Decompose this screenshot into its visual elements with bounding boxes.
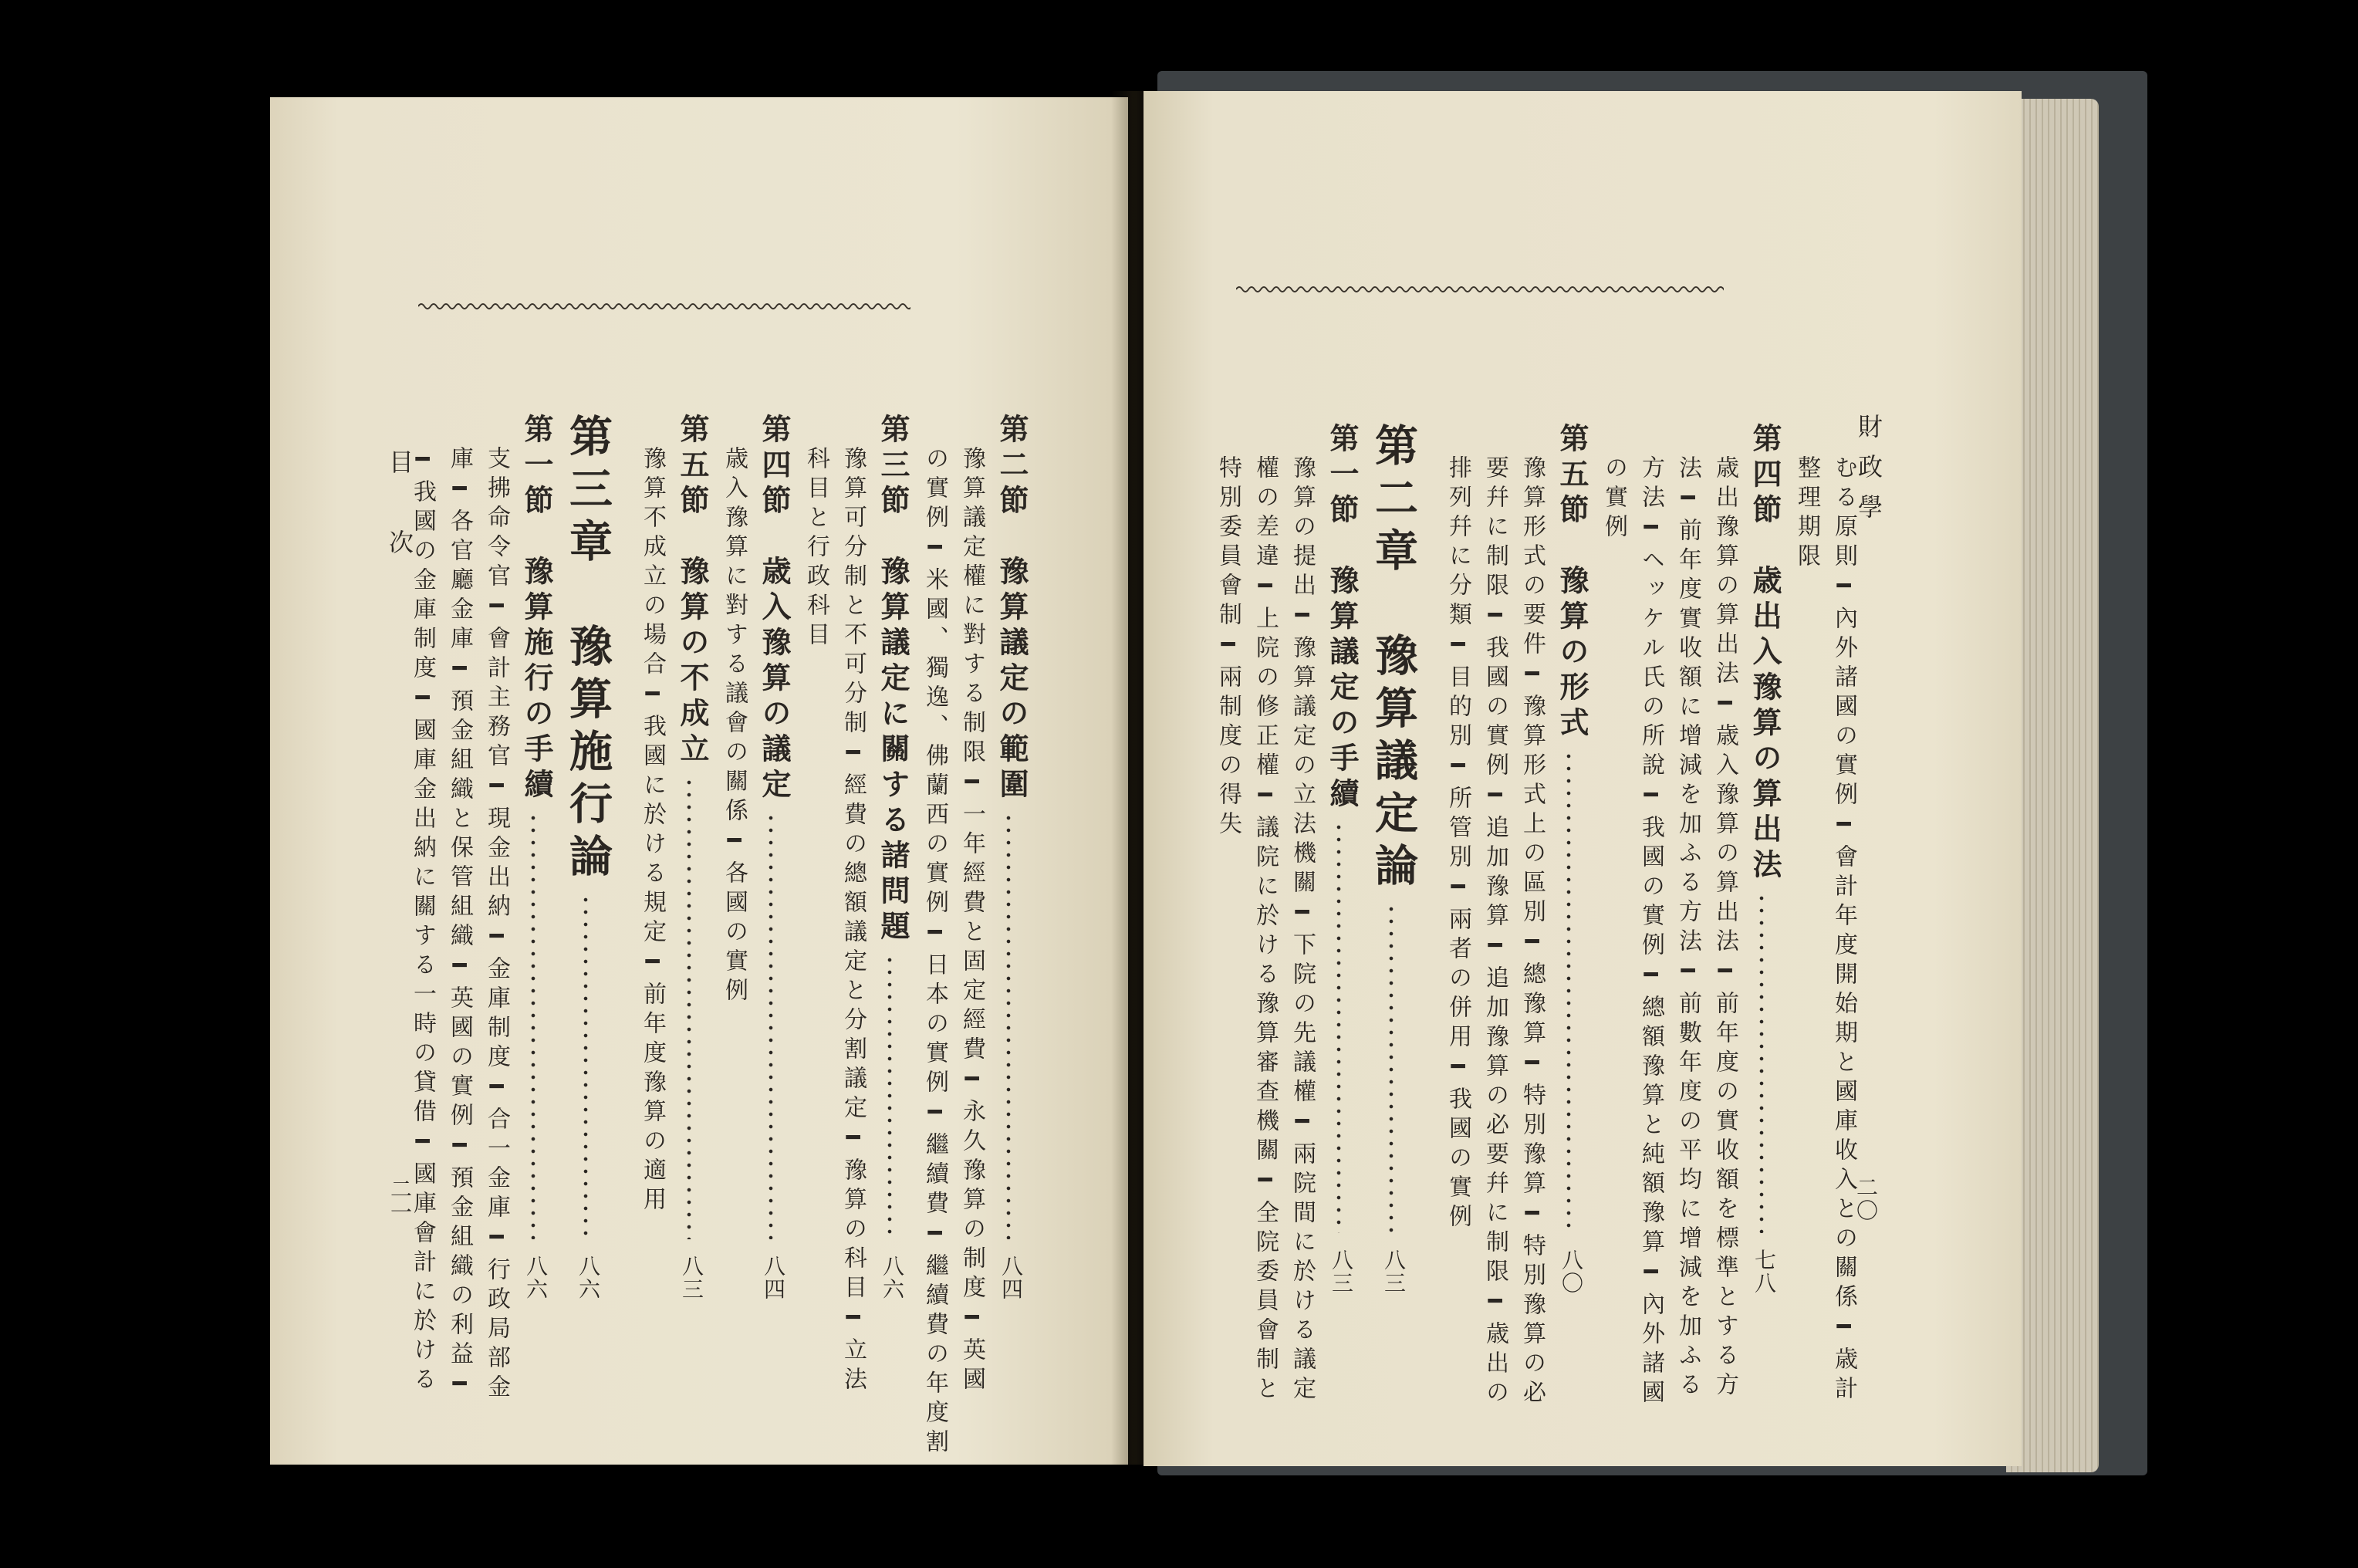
toc-text: 歳入豫算に對する議會の關係━各國の實例 xyxy=(721,446,748,1007)
toc-page-number: 八三 xyxy=(1381,1249,1407,1295)
toc-entry xyxy=(409,446,436,1396)
toc-entry xyxy=(1252,455,1279,1405)
toc-text: 豫算不成立の場合━我國に於ける規定━前年度豫算の適用 xyxy=(639,446,666,1216)
section-heading: 第四節 歳出入豫算の算出法 xyxy=(1748,423,1782,884)
toc-page-number: 七八 xyxy=(1752,1249,1777,1295)
toc-entry xyxy=(804,446,827,1364)
toc-text: 豫算可分制と不可分制━經費の總額議定と分割議定━豫算の科目━立法 xyxy=(839,446,867,1396)
leader-dots xyxy=(1389,903,1394,1233)
toc-entry xyxy=(483,446,510,1404)
toc-entry xyxy=(876,414,910,1332)
leader-dots xyxy=(1566,750,1571,1233)
right-page xyxy=(1144,91,2022,1466)
toc-text: 豫算の提出━豫算議定の立法機關━下院の先議權━兩院間に於ける議定 xyxy=(1289,455,1316,1405)
chapter-heading: 第三章 豫算施行論 xyxy=(562,414,613,886)
toc-text: 支拂命令官━會計主務官━現金出納━金庫制度━合一金庫━行政局部金 xyxy=(483,446,510,1404)
toc-text: 排列幷に分類━目的別━所管別━兩者の併用━我國の實例 xyxy=(1444,455,1471,1233)
leader-dots xyxy=(1336,821,1341,1233)
toc-text: 權の差違━上院の修正權━議院に於ける豫算審查機關━全院委員會制と xyxy=(1252,455,1279,1405)
wavy-rule xyxy=(418,301,910,312)
toc-page-number: 八六 xyxy=(880,1255,905,1301)
toc-entry xyxy=(921,446,948,1458)
wavy-rule xyxy=(1236,284,1724,295)
section-heading: 第三節 豫算議定に關する諸問題 xyxy=(876,414,910,946)
running-head: 財政學 xyxy=(1854,414,1883,534)
toc-entry xyxy=(562,414,613,1332)
toc-page-number: 八六 xyxy=(523,1255,549,1301)
toc-text: 歳出豫算の算出法━歳入豫算の算出法━前年度の實收額を標準とする方 xyxy=(1711,455,1738,1401)
toc-entry xyxy=(1325,423,1360,1326)
toc-text: 豫算形式の要件━豫算形式上の區別━總豫算━特別豫算━特別豫算の必 xyxy=(1519,455,1546,1409)
leader-dots xyxy=(887,954,892,1239)
toc-text: 整理期限 xyxy=(1793,455,1820,573)
toc-page-number: 八〇 xyxy=(1559,1249,1584,1295)
toc-text: ━我國の金庫制度━國庫金出納に關する一時の貸借━國庫會計に於ける xyxy=(409,446,436,1396)
section-heading: 第五節 豫算の形式 xyxy=(1555,423,1589,742)
toc-text: 要幷に制限━我國の實例━追加豫算━追加豫算の必要幷に制限━歳出の xyxy=(1481,455,1508,1409)
toc-entry xyxy=(1637,455,1664,1409)
toc-entry xyxy=(1368,423,1419,1326)
page-number: 二一 xyxy=(387,1178,413,1224)
toc-entry xyxy=(519,414,554,1332)
toc-page-number: 八四 xyxy=(761,1255,786,1301)
toc-page-number: 八四 xyxy=(998,1255,1024,1301)
toc-title: 目 次 xyxy=(385,449,414,569)
toc-text: むる原則━內外諸國の實例━會計年度開始期と國庫收入との關係━歳計 xyxy=(1830,455,1857,1405)
toc-text: 科目と行政科目 xyxy=(802,446,829,651)
toc-entry xyxy=(1602,455,1625,1358)
toc-text: の實例 xyxy=(1600,455,1627,543)
toc-entry xyxy=(995,414,1029,1332)
toc-text: 法━前年度實收額に增減を加ふる方法━前數年度の平均に增減を加ふる xyxy=(1674,455,1701,1401)
toc-text: 豫算議定權に對する制限━一年經費と固定經費━永久豫算の制度━英國 xyxy=(958,446,985,1396)
toc-page-number: 八三 xyxy=(1329,1249,1354,1295)
toc-entry xyxy=(757,414,792,1332)
leader-dots xyxy=(531,812,535,1239)
section-heading: 第二節 豫算議定の範圍 xyxy=(995,414,1029,804)
toc-entry xyxy=(1795,455,1818,1358)
toc-entry xyxy=(1830,455,1857,1405)
leader-dots xyxy=(1759,892,1764,1233)
toc-entry xyxy=(675,414,710,1332)
toc-text: の實例━米國、獨逸、佛蘭西の實例━日本の實例━繼續費━繼續費の年度割 xyxy=(921,446,948,1458)
left-page xyxy=(270,97,1128,1465)
section-heading: 第四節 歳入豫算の議定 xyxy=(757,414,792,804)
toc-entry xyxy=(1674,455,1701,1401)
toc-page-number: 八六 xyxy=(576,1255,601,1301)
toc-entry xyxy=(1289,455,1316,1405)
leader-dots xyxy=(687,776,691,1239)
toc-text: 特別委員會制━兩制度の得失 xyxy=(1214,455,1241,840)
leader-dots xyxy=(583,894,588,1239)
section-heading: 第一節 豫算議定の手續 xyxy=(1325,423,1360,813)
leader-dots xyxy=(769,812,773,1239)
toc-entry xyxy=(1711,455,1738,1401)
toc-text: 方法━ヘッケル氏の所說━我國の實例━總額豫算と純額豫算━內外諸國 xyxy=(1637,455,1664,1409)
chapter-heading: 第二章 豫算議定論 xyxy=(1368,423,1419,895)
section-heading: 第一節 豫算施行の手續 xyxy=(519,414,554,804)
toc-entry xyxy=(958,446,985,1396)
toc-entry xyxy=(1481,455,1508,1409)
toc-entry xyxy=(640,446,664,1364)
page-number: 二〇 xyxy=(1853,1176,1879,1222)
toc-entry xyxy=(1446,455,1469,1358)
toc-entry xyxy=(721,446,748,1364)
toc-entry xyxy=(1555,423,1589,1326)
section-heading: 第五節 豫算の不成立 xyxy=(675,414,710,769)
toc-entry xyxy=(446,446,473,1404)
toc-entry xyxy=(1748,423,1782,1326)
toc-page-number: 八三 xyxy=(679,1255,704,1301)
toc-entry xyxy=(839,446,867,1396)
toc-entry xyxy=(1519,455,1546,1409)
toc-entry xyxy=(1216,455,1239,1358)
leader-dots xyxy=(1006,812,1011,1239)
toc-text: 庫━各官廳金庫━預金組織と保管組織━英國の實例━預金組織の利益━ xyxy=(446,446,473,1404)
